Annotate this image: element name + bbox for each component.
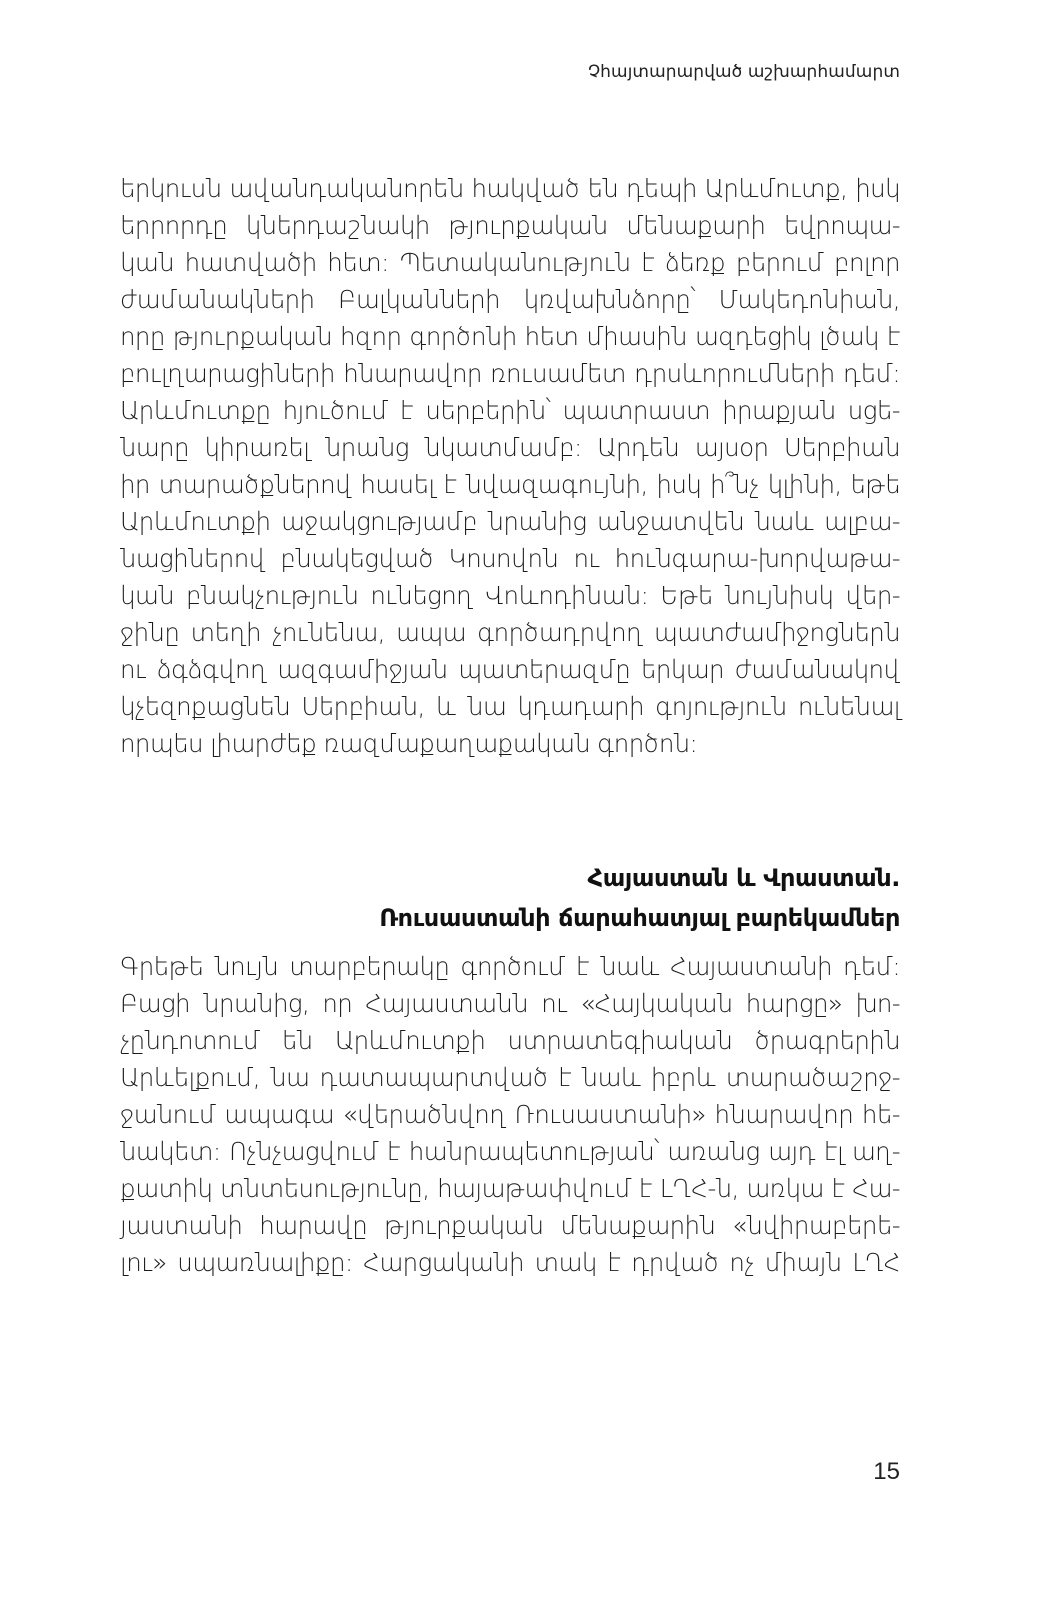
text-line: Արևմուտքի աջակցությամբ նրանից անջատվեն նաև ալբա- bbox=[120, 507, 900, 536]
text-line: որը թյուրքական հզոր գործոնի հետ միասին ազդեցիկ լծակ է bbox=[120, 322, 900, 351]
text-line: երկուսն ավանդականորեն հակված են դեպի Արևմուտք, իսկ bbox=[120, 174, 900, 203]
text-line: քատիկ տնտեսությունը, հայաթափվում է ԼՂՀ-ն, առկա է Հա- bbox=[120, 1174, 900, 1203]
text-line: նակետ։ Ոչնչացվում է հանրապետության՝ առանց այդ էլ աղ- bbox=[120, 1137, 900, 1166]
text-line: իր տարածքներով հասել է նվազագույնի, իսկ ի՞նչ կլինի, եթե bbox=[120, 470, 900, 499]
text-line: բուլղարացիների հնարավոր ռուսամետ դրսևորումների դեմ։ bbox=[120, 359, 900, 388]
text-line: ժամանակների Բալկանների կռվախնձորը՝ Մակեդոնիան, bbox=[120, 285, 900, 314]
text-line: Գրեթե նույն տարբերակը գործում է նաև Հայաստանի դեմ։ bbox=[120, 952, 900, 981]
section-heading-line-2: Ռուսաստանի ճարահատյալ բարեկամներ bbox=[379, 904, 900, 932]
text-line: Բացի նրանից, որ Հայաստանն ու «Հայկական հարցը» խո- bbox=[120, 989, 900, 1018]
text-line: ջինը տեղի չունենա, ապա գործադրվող պատժամիջոցներն bbox=[120, 618, 900, 647]
text-line: Արևմուտքը հյուծում է սերբերին՝ պատրաստ իրաքյան սցե- bbox=[120, 396, 900, 425]
text-line: չընդոտում են Արևմուտքի ստրատեգիական ծրագրերին bbox=[120, 1026, 900, 1055]
text-line: Արևելքում, նա դատապարտված է նաև իբրև տարածաշրջ- bbox=[120, 1063, 900, 1092]
text-line: ջանում ապագա «վերածնվող Ռուսաստանի» հնարավոր հե- bbox=[120, 1100, 900, 1129]
text-line: կան բնակչություն ունեցող Վոևոդինան։ Եթե նույնիսկ վեր- bbox=[120, 581, 900, 610]
text-line: կան հատվածի հետ։ Պետականություն է ձեռք բերում բոլոր bbox=[120, 248, 900, 277]
text-line: ու ձգձգվող ազգամիջյան պատերազմը երկար ժամանակով bbox=[120, 655, 900, 684]
page-number: 15 bbox=[873, 1458, 900, 1485]
paragraph-2 bbox=[120, 948, 900, 1281]
running-header: Չհայտարարված աշխարհամարտ bbox=[587, 62, 900, 82]
paragraph-1 bbox=[120, 170, 900, 762]
text-line: երրորդը կներդաշնակի թյուրքական մենաքարի եվրոպա- bbox=[120, 211, 900, 240]
section-heading-line-1: Հայաստան և Վրաստան. bbox=[587, 864, 900, 892]
text-line: նարը կիրառել նրանց նկատմամբ։ Արդեն այսօր Սերբիան bbox=[120, 433, 900, 462]
text-line: յաստանի հարավը թյուրքական մենաքարին «նվիրաբերե- bbox=[120, 1211, 900, 1240]
text-line: նացիներով բնակեցված Կոսովոն ու հունգարա-խորվաթա- bbox=[120, 544, 900, 573]
text-line: որպես լիարժեք ռազմաքաղաքական գործոն։ bbox=[120, 729, 698, 758]
section-heading bbox=[120, 858, 900, 938]
text-line: կչեզոքացնեն Սերբիան, և նա կդադարի գոյություն ունենալ bbox=[120, 692, 900, 721]
text-line: լու» սպառնալիքը։ Հարցականի տակ է դրված ոչ միայն ԼՂՀ bbox=[120, 1248, 900, 1277]
